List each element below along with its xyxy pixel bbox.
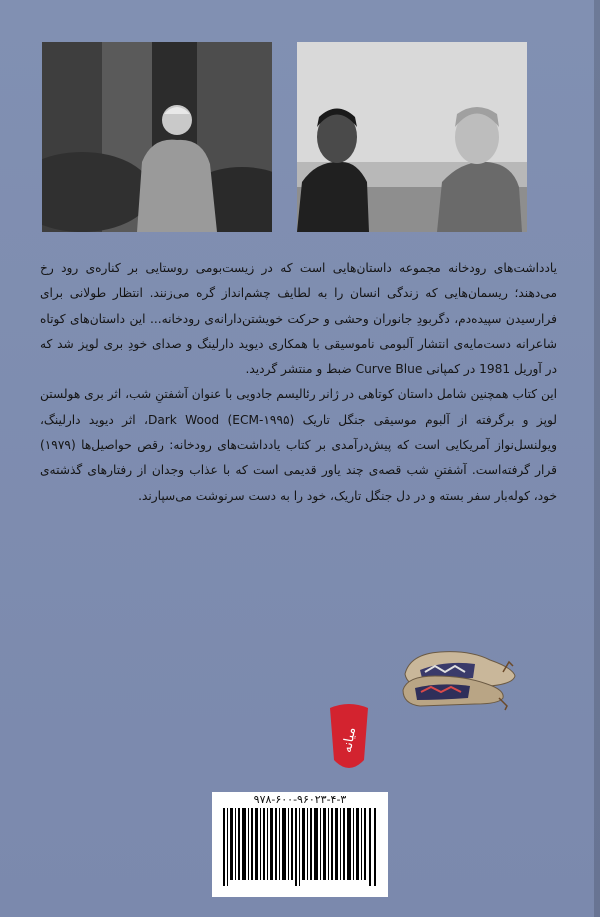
page-edge [594, 0, 600, 917]
isbn-number: ۹۷۸-۶۰۰-۹۶۰۲۳-۴-۳ [253, 793, 347, 806]
isbn-barcode [212, 792, 388, 897]
author-photo-forest [42, 42, 272, 232]
description-paragraph-2: این کتاب همچنین شامل داستان کوتاهی در ژانر رئالیسم جادویی با عنوان آشفتنِ شب، اثر بری هولستن لوپز و برگرفته از آلبوم موسیقی جنگل تاریک Dark Wood (ECM-۱۹۹۵)، اثر دیوید دارلینگ، ویولنسل‌نواز آمریکایی است که پیش‌درآمدی بر کتاب یادداشت‌های رودخانه: رقص حواصیل‌ها (۱۹۷۹) قرار گرفته‌است. آشفتنِ شب قصه‌ی چند یاور قدیمی است که با عذاب وجدان از رفتارهای گذشته‌ی خود، کوله‌بار سفر بسته و در دل جنگل تاریک، خود را به دست سرنوشت می‌سپارند. [40, 387, 557, 503]
author-photo-duo [297, 42, 527, 232]
description-paragraph-1: یادداشت‌های رودخانه مجموعه داستان‌هایی است که در زیست‌بومی روستایی بر کناره‌ی رود رخ می‌دهند؛ ریسمان‌هایی که زندگی انسان را به لطایف چشم‌انداز گره می‌زنند. انتظار طولانی برای فرارسیدن سپیده‌دم، دگربودِ جانوران وحشی و حرکت خویشتن‌دارانه‌ی رودخانه... این داستان‌های کوتاه شاعرانه دست‌مایه‌ی انتشار آلبومی ناموسیقی با همکاری دیوید دارلینگ و صدای خودِ بری لوپز شد که در آوریل 1981 در کمپانی Curve Blue ضبط و منتشر گردید. [40, 261, 557, 377]
publisher-logo-text: میانه [339, 726, 360, 754]
moccasins-illustration [395, 632, 525, 712]
book-description [40, 256, 557, 509]
publisher-logo [326, 700, 372, 778]
barcode-bars [223, 808, 377, 886]
